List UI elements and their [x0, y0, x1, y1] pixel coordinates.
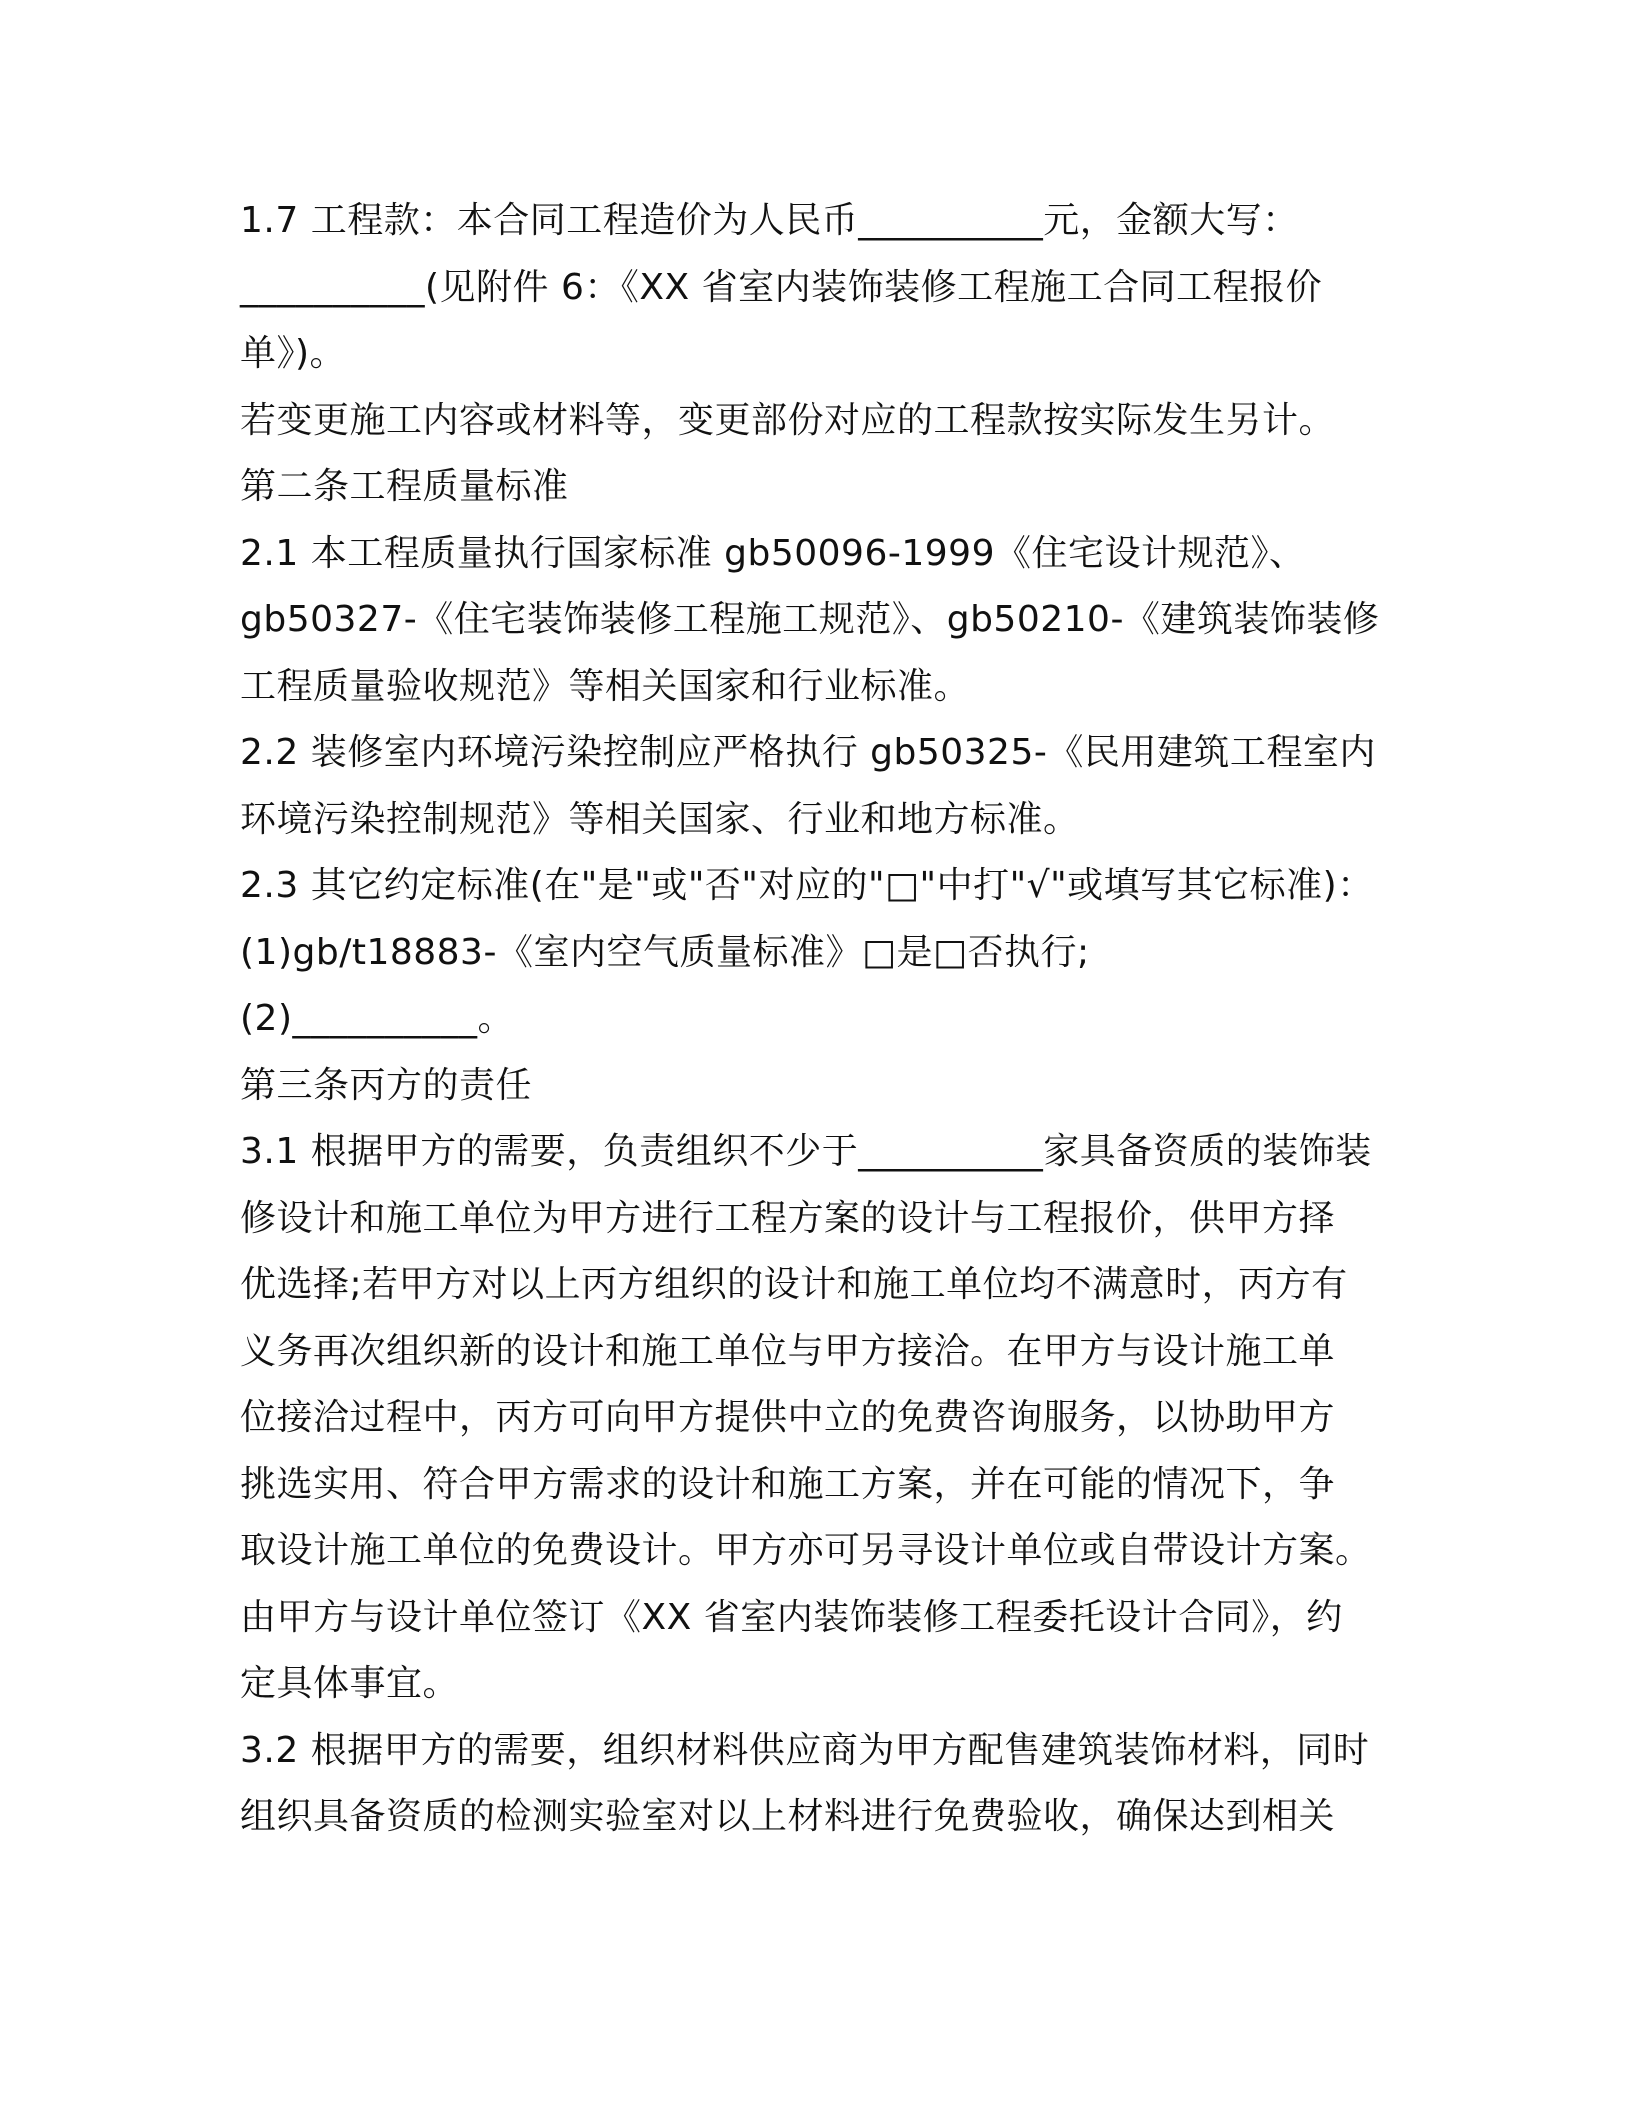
clause-3-1-line-8: 由甲方与设计单位签订《XX 省室内装饰装修工程委托设计合同》，约: [240, 1596, 1343, 1638]
section-2-heading: 第二条工程质量标准: [240, 466, 569, 507]
clause-2-1-line-3: 工程质量验收规范》等相关国家和行业标准。: [240, 665, 971, 707]
change-note-line: 若变更施工内容或材料等，变更部份对应的工程款按实际发生另计。: [240, 399, 1336, 441]
clause-2-3-line-1: 2.3 其它约定标准(在"是"或"否"对应的"□"中打"√"或填写其它标准)：: [240, 865, 1374, 906]
clause-2-1-line-2: gb50327-《住宅装饰装修工程施工规范》、gb50210-《建筑装饰装修: [240, 599, 1380, 640]
clause-3-2-line-1: 3.2 根据甲方的需要，组织材料供应商为甲方配售建筑装饰材料，同时: [240, 1729, 1370, 1771]
clause-2-2-line-2: 环境污染控制规范》等相关国家、行业和地方标准。: [240, 798, 1080, 840]
clause-2-3-item-2: (2)__________。: [240, 998, 514, 1039]
clause-1-7-line-3: 单》)。: [240, 333, 347, 374]
clause-3-1-line-2: 修设计和施工单位为甲方进行工程方案的设计与工程报价，供甲方择: [240, 1197, 1336, 1239]
document-body: [240, 188, 1410, 1851]
clause-1-7-line-1: 1.7 工程款：本合同工程造价为人民币__________元，金额大写：: [240, 200, 1299, 241]
clause-2-3-item-1: (1)gb/t18883-《室内空气质量标准》□是□否执行;: [240, 931, 1090, 973]
clause-3-1-line-4: 义务再次组织新的设计和施工单位与甲方接洽。在甲方与设计施工单: [240, 1330, 1336, 1372]
clause-2-1-line-1: 2.1 本工程质量执行国家标准 gb50096-1999《住宅设计规范》、: [240, 532, 1306, 574]
section-3-heading: 第三条丙方的责任: [240, 1064, 533, 1106]
clause-3-1-line-9: 定具体事宜。: [240, 1663, 460, 1704]
clause-3-1-line-3: 优选择;若甲方对以上丙方组织的设计和施工单位均不满意时，丙方有: [240, 1264, 1348, 1305]
clause-3-1-line-5: 位接洽过程中，丙方可向甲方提供中立的免费咨询服务，以协助甲方: [240, 1397, 1336, 1438]
clause-2-2-line-1: 2.2 装修室内环境污染控制应严格执行 gb50325-《民用建筑工程室内: [240, 732, 1376, 773]
clause-3-2-line-2: 组织具备资质的检测实验室对以上材料进行免费验收，确保达到相关: [240, 1796, 1336, 1837]
clause-1-7-line-2: __________(见附件 6：《XX 省室内装饰装修工程施工合同工程报价: [240, 266, 1323, 308]
clause-3-1-line-1: 3.1 根据甲方的需要，负责组织不少于__________家具备资质的装饰装: [240, 1131, 1372, 1172]
clause-3-1-line-7: 取设计施工单位的免费设计。甲方亦可另寻设计单位或自带设计方案。: [240, 1530, 1372, 1571]
clause-3-1-line-6: 挑选实用、符合甲方需求的设计和施工方案，并在可能的情况下，争: [240, 1463, 1336, 1505]
